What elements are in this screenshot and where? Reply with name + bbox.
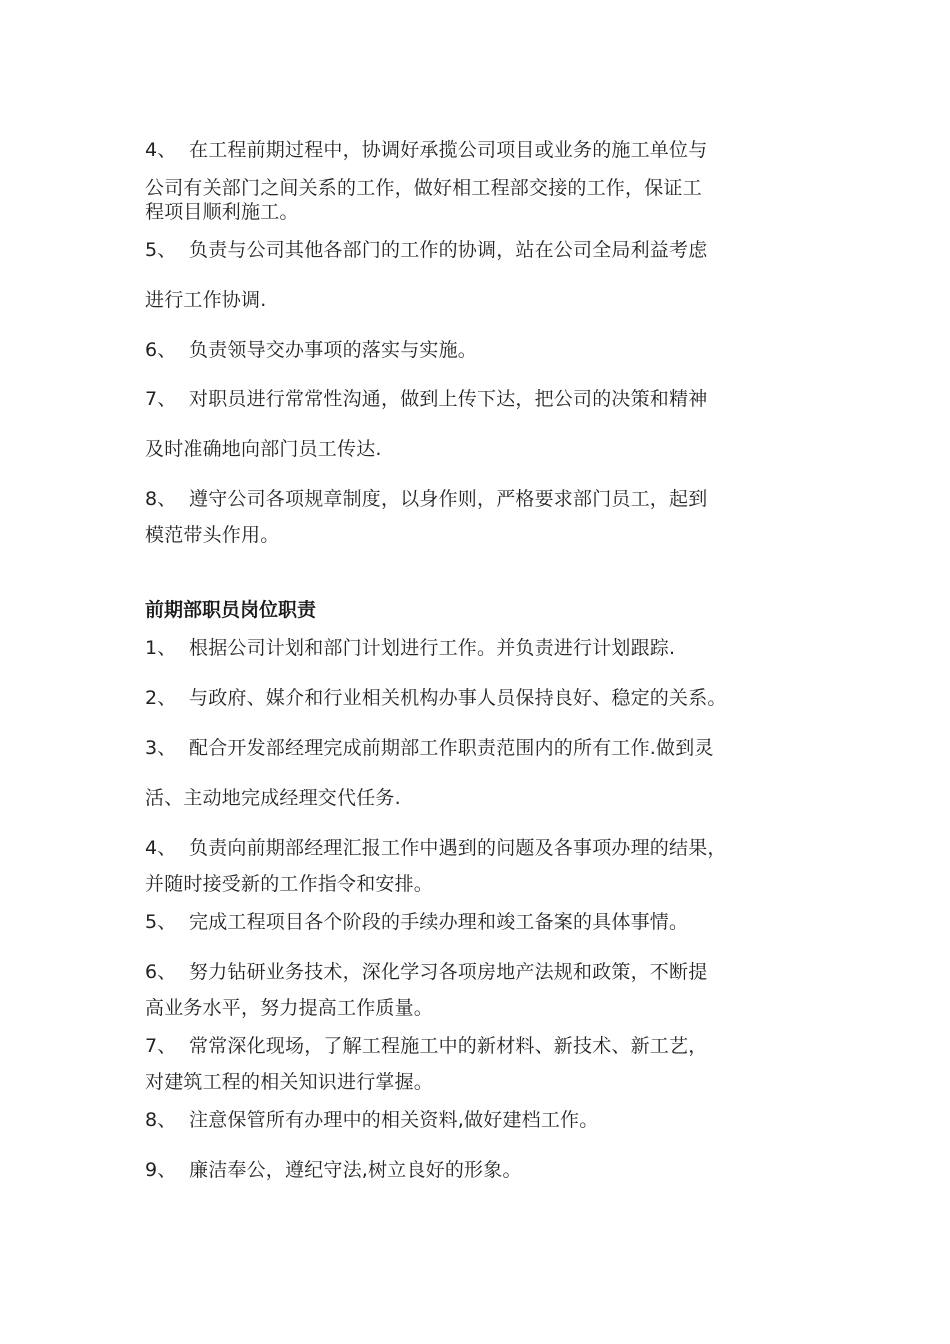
list-item-line <box>145 686 727 710</box>
item-text: 负责与公司其他各部门的工作的协调，站在公司全局利益考虑 <box>189 239 708 261</box>
list-item-line <box>145 238 707 262</box>
item-text: 及时准确地向部门员工传达. <box>145 438 382 460</box>
item-text: 进行工作协调. <box>145 289 267 311</box>
list-item-line <box>145 872 433 896</box>
item-number: 6、 <box>145 339 177 361</box>
list-item-line <box>145 1108 598 1132</box>
list-item-line <box>145 996 433 1020</box>
item-number: 3、 <box>145 737 177 759</box>
item-text: 努力钻研业务技术，深化学习各项房地产法规和政策，不断提 <box>189 961 708 983</box>
item-text: 负责领导交办事项的落实与实施。 <box>189 339 478 361</box>
item-text: 模范带头作用。 <box>145 524 280 546</box>
list-item-line <box>145 736 714 760</box>
item-number: 9、 <box>145 1159 177 1181</box>
item-text: 负责向前期部经理汇报工作中遇到的问题及各事项办理的结果， <box>189 837 727 859</box>
item-text: 注意保管所有办理中的相关资料,做好建档工作。 <box>189 1109 599 1131</box>
item-number: 5、 <box>145 239 177 261</box>
list-item-line <box>145 437 382 461</box>
item-text: 常常深化现场，了解工程施工中的新材料、新技术、新工艺， <box>189 1035 708 1057</box>
item-text: 活、主动地完成经理交代任务. <box>145 787 401 809</box>
list-item-line <box>145 836 727 860</box>
list-item-line <box>145 910 688 934</box>
list-item-line <box>145 1070 433 1094</box>
item-text: 根据公司计划和部门计划进行工作。并负责进行计划跟踪. <box>189 637 676 659</box>
item-number: 1、 <box>145 637 177 659</box>
list-item-line <box>145 523 279 547</box>
item-number: 7、 <box>145 1035 177 1057</box>
item-number: 2、 <box>145 687 177 709</box>
item-number: 8、 <box>145 488 177 510</box>
item-text: 与政府、媒介和行业相关机构办事人员保持良好、稳定的关系。 <box>189 687 727 709</box>
item-text: 对建筑工程的相关知识进行掌握。 <box>145 1071 434 1093</box>
item-text: 完成工程项目各个阶段的手续办理和竣工备案的具体事情。 <box>189 911 689 933</box>
list-item-line <box>145 487 707 511</box>
item-text: 在工程前期过程中，协调好承揽公司项目或业务的施工单位与 <box>189 139 708 161</box>
item-number: 8、 <box>145 1109 177 1131</box>
list-item-line <box>145 338 477 362</box>
item-number: 4、 <box>145 837 177 859</box>
item-number: 7、 <box>145 388 177 410</box>
list-item-line <box>145 636 675 660</box>
list-item-line <box>145 176 702 200</box>
list-item-line <box>145 1034 707 1058</box>
list-item-line <box>145 1158 522 1182</box>
list-item-line <box>145 200 299 224</box>
item-text: 高业务水平，努力提高工作质量。 <box>145 997 434 1019</box>
item-text: 配合开发部经理完成前期部工作职责范围内的所有工作.做到灵 <box>189 737 714 759</box>
list-item-line <box>145 960 707 984</box>
item-number: 4、 <box>145 139 177 161</box>
section-heading: 前期部职员岗位职责 <box>145 599 317 621</box>
item-number: 6、 <box>145 961 177 983</box>
item-text: 程项目顺利施工。 <box>145 201 299 223</box>
item-number: 5、 <box>145 911 177 933</box>
item-text: 对职员进行常常性沟通，做到上传下达，把公司的决策和精神 <box>189 388 708 410</box>
list-item-line <box>145 387 707 411</box>
item-text: 并随时接受新的工作指令和安排。 <box>145 873 434 895</box>
item-text: 廉洁奉公，遵纪守法,树立良好的形象。 <box>189 1159 522 1181</box>
item-text: 公司有关部门之间关系的工作，做好相工程部交接的工作，保证工 <box>145 177 702 199</box>
list-item-line <box>145 288 266 312</box>
list-item-line <box>145 138 707 162</box>
list-item-line <box>145 786 401 810</box>
item-text: 遵守公司各项规章制度，以身作则，严格要求部门员工，起到 <box>189 488 708 510</box>
